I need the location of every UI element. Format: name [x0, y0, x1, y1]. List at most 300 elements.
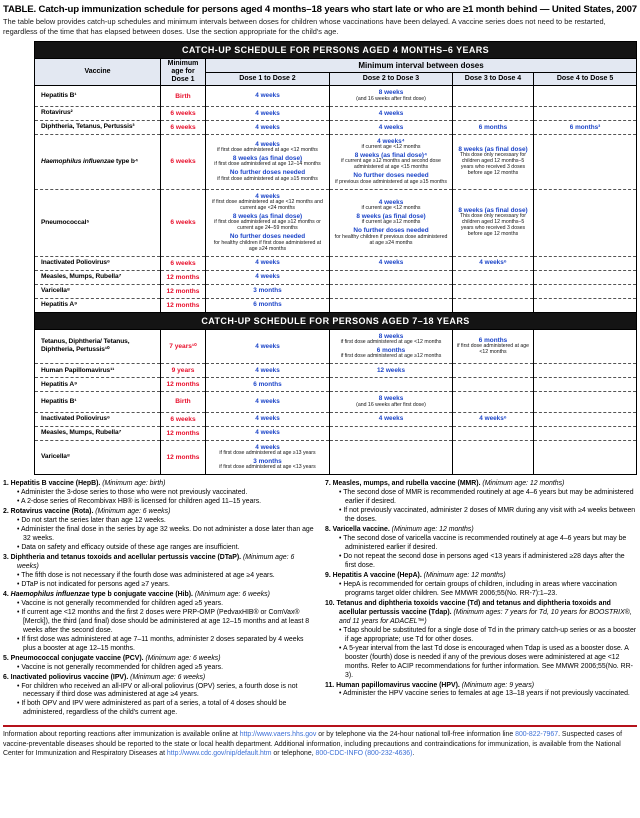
interval-block: [333, 395, 449, 408]
footnote-bullet: • HepA is recommended for certain groups of children, including in areas where vaccination programs target older children. See MMWR 2006;55(No. RR-7):1–23.: [339, 580, 617, 597]
footnote: [325, 682, 637, 700]
dose-col-header: Dose 4 to Dose 5: [534, 73, 637, 86]
footnote-min-age: (Minimum age: 6 weeks): [93, 508, 171, 516]
dose-interval-cell: [453, 120, 534, 134]
footnotes-left-column: [3, 480, 315, 719]
vaccine-name: type b⁴: [114, 157, 138, 165]
interval-block: [209, 193, 326, 212]
dose-interval-cell: [206, 134, 330, 189]
interval-block: [456, 415, 530, 422]
interval-condition: for healthy children if previous dose administered at age ≥24 months: [334, 233, 448, 246]
footer-link[interactable]: 800-CDC-INFO (800-232-4636): [315, 750, 413, 758]
interval-block: [209, 110, 326, 117]
table-row: [35, 270, 637, 284]
vaccine-cell: [35, 329, 161, 364]
interval-value: 4 weeks: [255, 273, 280, 281]
footnote: [3, 591, 315, 654]
footnote-bullet: • If not previously vaccinated, administer 2 doses of MMR during any visit with ≥4 weeks between the doses.: [339, 507, 636, 524]
footnote-heading: [325, 682, 637, 691]
interval-condition: if first dose administered at age <12 months: [456, 343, 530, 356]
dose-interval-cell: [534, 106, 637, 120]
dose-interval-cell: [534, 412, 637, 426]
dose-interval-cell: [534, 364, 637, 378]
interval-value: No further doses needed: [229, 169, 306, 177]
interval-condition: if current age ≥12 months and second dose administered at age <15 months: [341, 158, 441, 171]
interval-block: [209, 458, 326, 471]
footnote: [325, 572, 637, 599]
vaccine-cell: [35, 86, 161, 106]
footnote-bullet: • The second dose of varicella vaccine is recommended routinely at age 4–6 years but may be administered earlier if desired.: [339, 535, 627, 551]
footer-text-segment: or by telephone via the 24-hour national toll-free information line: [316, 731, 516, 739]
interval-value: 4 weeks: [255, 342, 280, 350]
footnote-heading: [3, 591, 315, 600]
dose-interval-cell: [534, 426, 637, 440]
interval-condition: if first dose administered at age ≥12 months or current age 24–59 months: [214, 219, 321, 232]
interval-value: 3 months: [253, 457, 282, 465]
footnote: [3, 674, 315, 719]
interval-value: 4 weeks: [255, 109, 280, 117]
min-age-cell: Birth: [161, 392, 206, 412]
footer-text-segment: Information about reporting reactions after immunization is available online at: [3, 731, 240, 739]
footnote-bullet: • Tdap should be substituted for a single dose of Td in the primary catch-up series or as a booster if age appropriate; use Td for other doses.: [339, 626, 637, 643]
interval-block: [537, 124, 633, 131]
interval-condition: for healthy children if first dose administered at age ≥24 months: [213, 239, 322, 252]
vaccine-cell: [35, 134, 161, 189]
vaccine-name: Measles, Mumps, Rubella⁷: [41, 272, 122, 280]
interval-block: [209, 92, 326, 99]
footnote-bullet: • Administer the 3-dose series to those who were not previously vaccinated.: [17, 489, 248, 497]
interval-value: 4 weeks: [255, 123, 280, 131]
vaccine-cell: [35, 378, 161, 392]
interval-value: 6 months: [253, 301, 282, 309]
vaccine-name: Varicella⁸: [41, 286, 70, 294]
interval-value: 4 weeks: [255, 367, 280, 375]
footnote-bullet: • For children who received an all-IPV or all-oral poliovirus (OPV) series, a fourth dose is not necessary if third dose was administered at age ≥4 years.: [17, 682, 298, 699]
footnote-bullet: • Vaccine is not generally recommended for children aged ≥5 years.: [17, 663, 224, 671]
section2-body: [35, 329, 637, 475]
footnote-min-age: (Minimum age: 12 months): [480, 480, 565, 488]
dose-interval-cell: [453, 298, 534, 312]
interval-block: [333, 89, 449, 102]
interval-condition: This dose only necessary for children aged 12 months–5 years who received 3 doses before age 12 months: [459, 213, 527, 238]
dose-interval-cell: [453, 364, 534, 378]
dose-interval-cell: [330, 134, 453, 189]
footnote: [325, 480, 637, 525]
min-age-cell: 6 weeks: [161, 120, 206, 134]
interval-value: 6 months: [253, 381, 282, 389]
footnote-min-age: (Minimum age: 6 weeks): [192, 590, 270, 598]
interval-block: [209, 259, 326, 266]
interval-condition: if first dose administered at age ≥13 years: [219, 449, 316, 456]
footnote-number: 1.: [3, 480, 11, 488]
vaccine-name: Diphtheria, Tetanus, Pertussis³: [41, 123, 135, 131]
dose-interval-cell: [330, 412, 453, 426]
interval-group-header: Minimum interval between doses: [206, 59, 637, 73]
interval-block: [209, 301, 326, 308]
interval-block: [456, 124, 530, 131]
footnote-number: 9.: [325, 571, 333, 579]
footnote-title: Tetanus and diphtheria toxoids vaccine (Td) and tetanus and diphtheria toxoids and acellular pertussis vaccine (Tdap).: [336, 599, 611, 616]
vaccine-cell: [35, 256, 161, 270]
min-age-cell: 12 months: [161, 270, 206, 284]
interval-condition: if first dose administered at age <13 years: [219, 464, 316, 471]
footnote-number: 10.: [325, 599, 337, 607]
footnote-title: Hepatitis B vaccine (HepB).: [10, 480, 101, 488]
table-row: [35, 378, 637, 392]
dose-interval-cell: [206, 284, 330, 298]
vaccine-name: Inactivated Poliovirus⁶: [41, 258, 110, 266]
vaccine-name: Inactivated Poliovirus⁶: [41, 414, 110, 422]
min-age-cell: 12 months: [161, 426, 206, 440]
dose-interval-cell: [206, 426, 330, 440]
dose-interval-cell: [330, 86, 453, 106]
footer-text-segment: .: [412, 750, 415, 758]
min-age-cell: 12 months: [161, 284, 206, 298]
dose-interval-cell: [453, 284, 534, 298]
interval-value: 8 weeks (as final dose)⁴: [354, 152, 428, 160]
header-row-1: [35, 59, 637, 73]
interval-block: [209, 273, 326, 280]
interval-value: 8 weeks (as final dose): [356, 212, 426, 220]
table-row: [35, 134, 637, 189]
vaccine-cell: [35, 189, 161, 256]
min-age-cell: 12 months: [161, 378, 206, 392]
dose-interval-cell: [330, 284, 453, 298]
footnote-number: 3.: [3, 553, 11, 561]
dose-interval-cell: [206, 440, 330, 475]
dose-interval-cell: [453, 270, 534, 284]
dose-interval-cell: [534, 440, 637, 475]
footnote-title: Pneumococcal conjugate vaccine (PCV).: [10, 654, 144, 662]
dose-interval-cell: [453, 440, 534, 475]
vaccine-name: Pneumococcal⁵: [41, 218, 90, 226]
min-age-cell: 6 weeks: [161, 106, 206, 120]
section1-body: [35, 86, 637, 312]
dose-interval-cell: [206, 378, 330, 392]
table-row: [35, 106, 637, 120]
footnote-number: 2.: [3, 508, 11, 516]
footnote-bullet: • If both OPV and IPV were administered as part of a series, a total of 4 doses should be administered, regardless of the child's current age.: [17, 700, 287, 717]
interval-condition: if first dose administered at age <12 months: [340, 338, 442, 345]
section1-banner: CATCH-UP SCHEDULE FOR PERSONS AGED 4 MONTHS–6 YEARS: [35, 42, 637, 59]
footnote-min-age: (Minimum age: 12 months): [389, 526, 474, 534]
dose-interval-cell: [206, 329, 330, 364]
section2-banner: CATCH-UP SCHEDULE FOR PERSONS AGED 7–18 YEARS: [35, 312, 637, 329]
vaccine-cell: [35, 392, 161, 412]
table-row: [35, 329, 637, 364]
min-age-cell: 9 years: [161, 364, 206, 378]
table-row: [35, 86, 637, 106]
footnote: [325, 600, 637, 681]
dose-interval-cell: [534, 270, 637, 284]
footnote-bullet: • Administer the HPV vaccine series to females at age 13–18 years if not previously vaccinated.: [339, 690, 630, 698]
footer-text-segment: . Suspected cases of vaccine-preventable diseases should be reported to the state or local health department. Additional information, including precautions and contraindications for immunization, is available from the National Center for Immunization and Respiratory Diseases at: [3, 731, 623, 758]
footnotes-right-column: [325, 480, 637, 719]
min-age-cell: 7 years¹⁰: [161, 329, 206, 364]
footnote-heading: [3, 480, 315, 489]
min-age-cell: Birth: [161, 86, 206, 106]
footnote-number: 4.: [3, 590, 11, 598]
table-row: [35, 412, 637, 426]
interval-value: 4 weeks: [255, 398, 280, 406]
interval-value: 4 weeks⁶: [479, 259, 507, 267]
vaccine-cell: [35, 270, 161, 284]
footnote-min-age: (Minimum age: birth): [100, 480, 166, 488]
dose-interval-cell: [330, 270, 453, 284]
interval-block: [209, 213, 326, 232]
footer-link[interactable]: 800-822-7967: [515, 731, 559, 739]
interval-condition: (and 16 weeks after first dose): [356, 95, 426, 102]
interval-block: [333, 333, 449, 346]
interval-block: [333, 172, 449, 185]
interval-block: [209, 124, 326, 131]
interval-value: 4 weeks: [378, 259, 404, 267]
dose-interval-cell: [206, 120, 330, 134]
dose-interval-cell: [330, 378, 453, 392]
interval-block: [456, 146, 530, 177]
footnote-bullet: • Do not repeat the second dose in persons aged <13 years if administered ≥28 days after the first dose.: [339, 552, 625, 569]
dose-interval-cell: [330, 440, 453, 475]
section2-banner-body: [35, 312, 637, 329]
interval-block: [333, 124, 449, 131]
interval-condition: if first dose administered at age <12 months and current age <24 months: [212, 199, 323, 211]
interval-block: [209, 141, 326, 154]
interval-value: 6 months: [376, 346, 406, 354]
footnote-number: 5.: [3, 654, 11, 662]
footnote-bullet: • A 2-dose series of Recombivax HB® is licensed for children aged 11–15 years.: [17, 498, 262, 506]
interval-condition: if first dose administered at age <12 months: [217, 147, 318, 154]
footnote-bullet: • Vaccine is not generally recommended for children aged ≥5 years.: [17, 599, 224, 607]
min-age-cell: 6 weeks: [161, 134, 206, 189]
interval-block: [209, 233, 326, 252]
footer-info: [3, 730, 637, 758]
interval-value: 8 weeks (as final dose): [232, 155, 303, 163]
dose-interval-cell: [206, 106, 330, 120]
vaccine-cell: [35, 364, 161, 378]
interval-block: [456, 337, 530, 356]
footnote-heading: [3, 554, 315, 572]
dose-interval-cell: [330, 392, 453, 412]
dose-interval-cell: [206, 189, 330, 256]
interval-block: [209, 367, 326, 374]
footer-text-segment: or telephone,: [271, 750, 316, 758]
footnote-title: Inactivated poliovirus vaccine (IPV).: [10, 673, 129, 681]
interval-block: [209, 343, 326, 350]
min-age-cell: 12 months: [161, 440, 206, 475]
section1-banner-row: [35, 42, 637, 59]
footnotes: [3, 480, 637, 719]
footnote-heading: [3, 655, 315, 664]
vaccine-name: Human Papillomavirus¹¹: [41, 366, 115, 374]
vaccine-name: Rotavirus²: [41, 109, 73, 117]
footnote-bullet: • Do not start the series later than age 12 weeks.: [17, 517, 166, 525]
footnote-title: Measles, mumps, and rubella vaccine (MMR).: [332, 480, 481, 488]
footnote: [3, 480, 315, 507]
table-row: [35, 189, 637, 256]
footnote-bullet: • A 5-year interval from the last Td dose is encouraged when Tdap is used as a booster dose. A booster (fourth) dose is needed if any of the previous doses were administered at age <12 months. Refer to ACIP recommendations for further information. See MMWR 2006;55(No. RR-3).: [339, 644, 633, 679]
page-title: TABLE. Catch-up immunization schedule for persons aged 4 months–18 years who start late or who are ≥1 month behind — United States, 2007: [3, 4, 637, 15]
min-age-column-header: Minimum age for Dose 1: [161, 59, 206, 86]
interval-value: 12 weeks: [376, 367, 406, 375]
footnote-min-age: (Minimum age: 12 months): [421, 571, 506, 579]
dose-interval-cell: [534, 329, 637, 364]
dose-interval-cell: [453, 378, 534, 392]
dose-interval-cell: [206, 86, 330, 106]
interval-block: [333, 347, 449, 360]
dose-interval-cell: [330, 426, 453, 440]
footnote-min-age: (Minimum age: 6 weeks): [128, 673, 206, 681]
interval-value: 8 weeks: [378, 332, 404, 340]
interval-value: 8 weeks: [378, 89, 404, 97]
footnote-title: Haemophilus influenzae: [10, 590, 90, 598]
dose-interval-cell: [330, 256, 453, 270]
interval-value: 4 weeks⁴: [377, 137, 405, 145]
footnote-heading: [3, 674, 315, 683]
footnote-bullet: • Data on safety and efficacy outside of these age ranges are insufficient.: [17, 543, 240, 551]
vaccine-cell: [35, 120, 161, 134]
footnote-min-age: (Minimum age: 6 weeks): [17, 553, 295, 570]
interval-block: [209, 429, 326, 436]
dose-interval-cell: [534, 284, 637, 298]
interval-condition: if previous dose administered at age ≥15 months: [335, 178, 447, 185]
interval-block: [333, 415, 449, 422]
footnote-bullet: • If current age <12 months and the first 2 doses were PRP-OMP (PedvaxHIB® or ComVax® [Merck]), the third (and final) dose should be administered at age 12–15 months and at least 8 weeks after the second dose.: [17, 608, 310, 634]
dose-interval-cell: [453, 86, 534, 106]
table-row: [35, 392, 637, 412]
interval-value: 4 weeks: [378, 123, 404, 131]
table-row: [35, 426, 637, 440]
dose-interval-cell: [330, 106, 453, 120]
footnote-bullet: • The fifth dose is not necessary if the fourth dose was administered at age ≥4 years.: [17, 571, 275, 579]
dose-interval-cell: [453, 106, 534, 120]
dose-interval-cell: [453, 189, 534, 256]
vaccine-name: Haemophilus influenzae: [41, 157, 115, 165]
footnote-bullet: • Administer the final dose in the series by age 32 weeks. Do not administer a dose later than age 32 weeks.: [17, 526, 314, 543]
page-subtitle: The table below provides catch-up schedules and minimum intervals between doses for children whose vaccinations have been delayed. A vaccine series does not need to be restarted, regardless of the time that has elapsed between doses. Use the section appropriate for the child's age.: [3, 17, 606, 36]
dose-interval-cell: [534, 120, 637, 134]
interval-condition: This dose only necessary for children aged 12 months–5 years who received 3 doses before age 12 months: [459, 152, 527, 177]
interval-block: [209, 287, 326, 294]
interval-value: 4 weeks: [378, 109, 404, 117]
vaccine-name: Varicella⁸: [41, 453, 70, 461]
table-row: [35, 440, 637, 475]
footnote-title: Rotavirus vaccine (Rota).: [10, 508, 94, 516]
vaccine-cell: [35, 284, 161, 298]
dose-interval-cell: [206, 270, 330, 284]
footnote-bullet: • The second dose of MMR is recommended routinely at age 4–6 years but may be administered earlier if desired.: [339, 489, 634, 506]
interval-value: 4 weeks: [255, 192, 280, 200]
min-age-cell: 6 weeks: [161, 412, 206, 426]
vaccine-name: Hepatitis B¹: [41, 397, 77, 405]
dose-interval-cell: [206, 256, 330, 270]
table-row: [35, 256, 637, 270]
footnote-min-age: (Minimum age: 9 years): [459, 681, 535, 689]
dose-interval-cell: [330, 298, 453, 312]
interval-value: 8 weeks (as final dose): [232, 212, 303, 220]
footnote-heading: [325, 572, 637, 581]
interval-block: [209, 398, 326, 405]
min-age-cell: 12 months: [161, 298, 206, 312]
dose-interval-cell: [206, 392, 330, 412]
interval-block: [333, 227, 449, 246]
footer-link[interactable]: http://www.vaers.hhs.gov: [239, 731, 317, 739]
vaccine-name: Hepatitis A⁹: [41, 380, 78, 388]
dose-interval-cell: [330, 189, 453, 256]
footnote-heading: [325, 480, 637, 489]
interval-value: 8 weeks (as final dose): [458, 207, 528, 214]
dose-interval-cell: [534, 392, 637, 412]
interval-value: 4 weeks⁶: [479, 415, 507, 423]
interval-block: [456, 259, 530, 266]
interval-condition: if current age <12 months: [361, 144, 421, 151]
vaccine-cell: [35, 426, 161, 440]
footnote-heading: [3, 508, 315, 517]
interval-value: 4 weeks: [255, 415, 280, 423]
table-row: [35, 298, 637, 312]
interval-condition: if first dose administered at age ≥15 months: [217, 175, 318, 182]
interval-value: No further doses needed: [229, 233, 306, 241]
interval-value: No further doses needed: [353, 172, 429, 180]
interval-block: [209, 444, 326, 457]
interval-block: [333, 199, 449, 212]
interval-block: [209, 415, 326, 422]
dose-interval-cell: [534, 378, 637, 392]
footnote-heading: [325, 526, 637, 535]
dose-interval-cell: [206, 298, 330, 312]
footnote: [3, 655, 315, 673]
dose-interval-cell: [453, 412, 534, 426]
footnote: [3, 508, 315, 553]
interval-block: [209, 169, 326, 182]
interval-value: 4 weeks: [255, 259, 280, 267]
section2-banner-row: [35, 312, 637, 329]
interval-value: No further doses needed: [353, 227, 429, 235]
dose-col-header: Dose 3 to Dose 4: [453, 73, 534, 86]
interval-value: 4 weeks: [255, 140, 280, 148]
footnote-number: 11.: [325, 681, 337, 689]
footnote-number: 8.: [325, 526, 333, 534]
interval-block: [209, 381, 326, 388]
footnote-heading: [325, 600, 637, 627]
footnote-title: Diphtheria and tetanus toxoids and acellular pertussis vaccine (DTaP).: [10, 553, 242, 561]
footnote-min-age: (Minimum age: 6 weeks): [143, 654, 221, 662]
dose-interval-cell: [453, 392, 534, 412]
interval-value: 6 months³: [569, 123, 601, 131]
dose-interval-cell: [453, 329, 534, 364]
interval-block: [333, 138, 449, 151]
dose-interval-cell: [453, 134, 534, 189]
interval-value: 4 weeks: [378, 198, 404, 206]
dose-col-header: Dose 2 to Dose 3: [330, 73, 453, 86]
table-row: [35, 284, 637, 298]
footnote-title: Hepatitis A vaccine (HepA).: [332, 571, 422, 579]
interval-value: 4 weeks: [255, 443, 280, 451]
interval-condition: (and 16 weeks after first dose): [356, 401, 426, 408]
interval-value: 4 weeks: [255, 92, 280, 100]
interval-condition: if current age ≥12 months: [361, 219, 421, 226]
interval-block: [456, 207, 530, 238]
interval-block: [333, 152, 449, 171]
interval-block: [333, 367, 449, 374]
footnote-number: 6.: [3, 673, 11, 681]
vaccine-name: Measles, Mumps, Rubella⁷: [41, 428, 122, 436]
footer-link[interactable]: http://www.cdc.gov/nip/default.htm: [166, 750, 272, 758]
interval-value: 4 weeks: [378, 415, 404, 423]
dose-interval-cell: [453, 426, 534, 440]
footnote-bullet: • DTaP is not indicated for persons aged ≥7 years.: [17, 580, 170, 588]
interval-condition: if current age <12 months: [361, 205, 421, 211]
red-divider-rule: [3, 725, 637, 727]
